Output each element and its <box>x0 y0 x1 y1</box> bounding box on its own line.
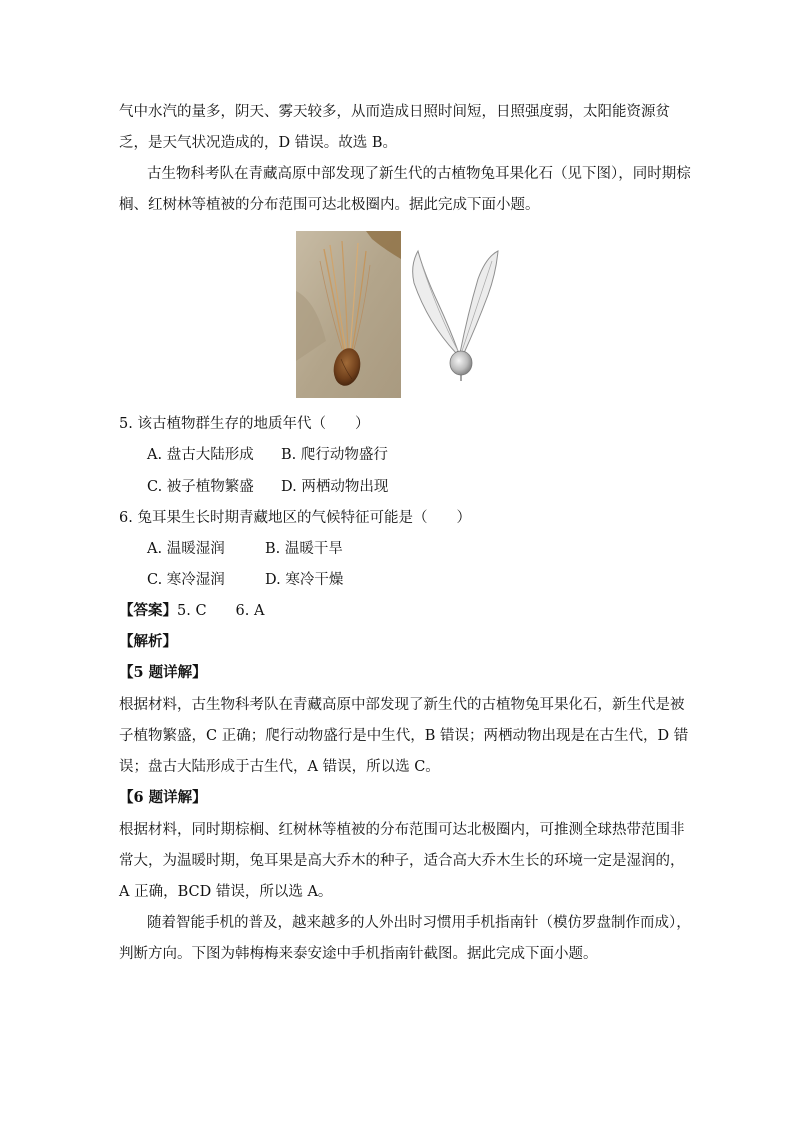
option-6d: D. 寒冷干燥 <box>265 572 344 588</box>
fruit-illustration <box>408 243 500 385</box>
detail-5-line: 误；盘古大陆形成于古生代，A 错误，所以选 C。 <box>119 759 440 775</box>
detail-6-label: 【6 题详解】 <box>119 789 207 806</box>
option-5a: A. 盘古大陆形成 <box>147 447 254 463</box>
answer-line <box>119 601 264 621</box>
paragraph-line: 气中水汽的量多，阴天、雾天较多，从而造成日照时间短，日照强度弱，太阳能资源贫 <box>119 104 670 120</box>
option-5c: C. 被子植物繁盛 <box>147 479 254 495</box>
paragraph-line: 古生物科考队在青藏高原中部发现了新生代的古植物兔耳果化石（见下图），同时期棕 <box>147 166 691 182</box>
paragraph-line: 判断方向。下图为韩梅梅来泰安途中手机指南针截图。据此完成下面小题。 <box>119 946 598 962</box>
question-5-stem: 5. 该古植物群生存的地质年代（ ） <box>119 416 370 432</box>
answer-text: 5. C 6. A <box>177 603 265 619</box>
option-5b: B. 爬行动物盛行 <box>281 447 388 463</box>
question-6-stem: 6. 兔耳果生长时期青藏地区的气候特征可能是（ ） <box>119 510 471 526</box>
option-6b: B. 温暖干旱 <box>265 541 343 557</box>
option-6a: A. 温暖湿润 <box>147 541 225 557</box>
paragraph-line: 随着智能手机的普及，越来越多的人外出时习惯用手机指南针（模仿罗盘制作而成）， <box>147 915 691 931</box>
option-5d: D. 两栖动物出现 <box>281 479 389 495</box>
detail-6-line: 根据材料，同时期棕榈、红树林等植被的分布范围可达北极圈内，可推测全球热带范围非 <box>119 822 685 838</box>
detail-5-line: 根据材料，古生物科考队在青藏高原中部发现了新生代的古植物兔耳果化石，新生代是被 <box>119 697 685 713</box>
detail-6-line: A 正确，BCD 错误，所以选 A。 <box>119 884 333 900</box>
analysis-label: 【解析】 <box>119 633 177 650</box>
detail-6-line: 常大，为温暖时期，兔耳果是高大乔木的种子，适合高大乔木生长的环境一定是湿润的， <box>119 853 685 869</box>
detail-5-label: 【5 题详解】 <box>119 664 207 681</box>
paragraph-line: 榈、红树林等植被的分布范围可达北极圈内。据此完成下面小题。 <box>119 197 540 213</box>
fossil-photo <box>296 231 401 398</box>
paragraph-line: 乏，是天气状况造成的，D 错误。故选 B。 <box>119 135 397 151</box>
detail-5-line: 子植物繁盛，C 正确；爬行动物盛行是中生代，B 错误；两栖动物出现是在古生代，D 错 <box>119 728 689 744</box>
answer-label: 【答案】 <box>119 602 177 619</box>
option-6c: C. 寒冷湿润 <box>147 572 225 588</box>
